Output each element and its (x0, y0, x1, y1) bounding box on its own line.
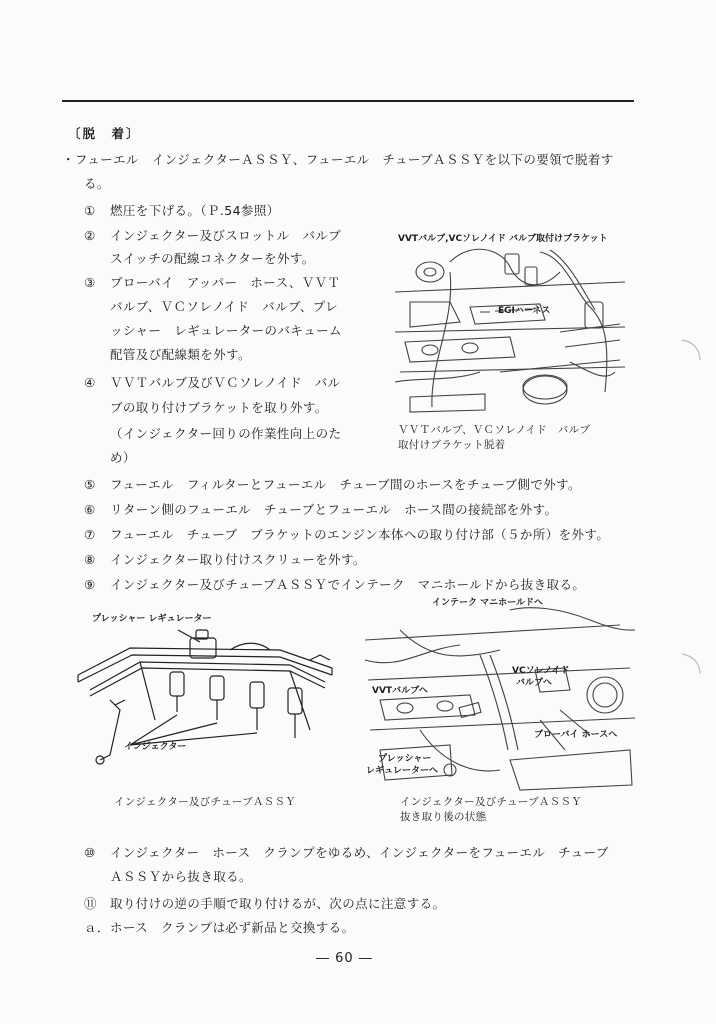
step-3: ③ ブローバイ アッパー ホース、ＶＶＴ (84, 275, 341, 290)
figure-2-regulator-label: プレッシャー レギュレーター (92, 614, 212, 624)
figure-2-injector-label: インジェクター (124, 742, 187, 752)
figure-1-caption-line-2: 取付けブラケット脱着 (398, 439, 506, 451)
step-a: ａ．ホース クランプは必ず新品と交換する。 (84, 920, 355, 935)
figure-3-vc-label-1: VCソレノイド (512, 666, 570, 676)
figure-3-pressure-label-1: プレッシャー (378, 754, 432, 764)
step-2-line-2: スイッチの配線コネクターを外す。 (110, 251, 315, 266)
section-heading: 〔脱 着〕 (68, 126, 141, 141)
step-6: ⑥ リターン側のフューエル チューブとフューエル ホース間の接続部を外す。 (84, 502, 558, 517)
intro-line-2: る。 (84, 176, 110, 191)
step-3-line-4: 配管及び配線類を外す。 (110, 347, 251, 362)
page-number: ― 60 ― (316, 951, 373, 966)
injector-tube-assembly-figure (70, 620, 340, 780)
figure-1-caption-line-1: ＶＶＴバルブ、ＶＣソレノイド バルブ (398, 424, 591, 436)
step-4-line-2: ブの取り付けブラケットを取り外す。 (110, 400, 328, 415)
step-9: ⑨ インジェクター及びチューブＡＳＳＹでインテーク マニホールドから抜き取る。 (84, 577, 586, 592)
figure-3-blowby-label: ブローバイ ホースへ (534, 730, 618, 740)
step-4: ④ ＶＶＴバルブ及びＶＣソレノイド バル (84, 375, 341, 390)
step-5: ⑤ フューエル フィルターとフューエル チューブ間のホースをチューブ側で外す。 (84, 477, 581, 492)
figure-3-intake-label: インテーク マニホールドへ (432, 598, 543, 608)
step-7: ⑦ フューエル チューブ ブラケットのエンジン本体への取り付け部（５か所）を外す。 (84, 527, 610, 542)
binder-hole-mark-top (680, 338, 704, 362)
figure-1-bracket-label: VVTバルブ,VCソレノイド バルブ取付けブラケット (398, 234, 608, 244)
step-11: ⑪ 取り付けの逆の手順で取り付けるが、次の点に注意する。 (84, 896, 446, 911)
step-3-line-2: バルブ、ＶＣソレノイド バルブ、プレ (110, 299, 339, 314)
figure-3-caption-line-1: インジェクター及びチューブＡＳＳＹ (400, 796, 583, 808)
step-10: ⑩ インジェクター ホース クランプをゆるめ、インジェクターをフューエル チューブ (84, 845, 609, 860)
figure-3-caption-line-2: 抜き取り後の状態 (400, 811, 487, 823)
step-8: ⑧ インジェクター取り付けスクリューを外す。 (84, 552, 366, 567)
figure-1-egi-label: EGIハーネス (498, 306, 551, 316)
step-4-line-4: め） (110, 450, 136, 465)
intro-line-1: ・フューエル インジェクターＡＳＳＹ、フューエル チューブＡＳＳＹを以下の要領で脱着す (62, 152, 614, 167)
step-1: ① 燃圧を下げる。（Ｐ.54参照） (84, 203, 280, 218)
figure-3-pressure-label-2: レギュレーターへ (366, 766, 439, 776)
engine-bay-figure-1 (390, 232, 630, 422)
top-rule (62, 100, 634, 102)
step-2: ② インジェクター及びスロットル バルブ (84, 228, 342, 243)
step-3-line-3: ッシャー レギュレーターのバキューム (110, 323, 342, 338)
figure-3-vvt-label: VVTバルブへ (372, 686, 428, 696)
step-4-line-3: （インジェクター回りの作業性向上のた (110, 426, 342, 441)
step-10-line-2: ＡＳＳＹから抜き取る。 (110, 869, 252, 884)
binder-hole-mark-bottom (680, 652, 704, 676)
figure-2-caption: インジェクター及びチューブＡＳＳＹ (114, 796, 297, 808)
figure-3-vc-label-2: バルブへ (516, 678, 552, 688)
